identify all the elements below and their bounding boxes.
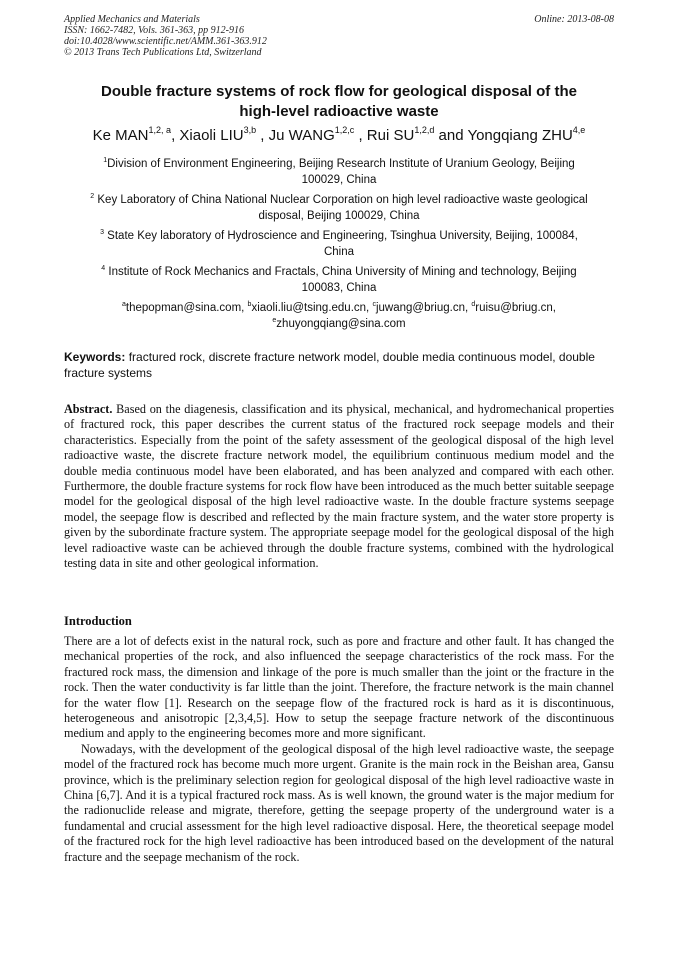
affiliation-line: disposal, Beijing 100029, China xyxy=(258,209,420,222)
email-link[interactable]: zhuyongqiang@sina.com xyxy=(276,317,406,330)
affiliation-line: 100083, China xyxy=(301,281,377,294)
affiliation-4 xyxy=(66,265,612,296)
affiliation-line: Key Laboratory of China National Nuclear Corporation on high level radioactive waste geological xyxy=(94,194,588,206)
email-mark: e xyxy=(272,316,277,324)
email-mark: a xyxy=(122,301,126,309)
affiliation-line: 100029, China xyxy=(301,173,377,186)
email-mark: d xyxy=(471,301,476,309)
author-emails xyxy=(70,301,608,332)
keywords xyxy=(64,350,616,381)
author-name: Xiaoli LIU xyxy=(179,127,244,144)
affiliation-line: China xyxy=(323,245,355,258)
title-line-1: Double fracture systems of rock flow for geological disposal of the xyxy=(101,83,577,100)
affiliation-line: Division of Environment Engineering, Beijing Research Institute of Uranium Geology, Beijing xyxy=(107,158,575,170)
issn-line: ISSN: 1662-7482, Vols. 361-363, pp 912-916 xyxy=(64,25,244,36)
author-affiliation-mark: 4,e xyxy=(572,125,586,135)
email-link[interactable]: thepopman@sina.com, xyxy=(125,302,248,314)
section-heading-introduction: Introduction xyxy=(64,614,132,628)
abstract-text: Based on the diagenesis, classification and its physical, mechanical, and hydromechanical properties of fractured rock, this paper describes the current status of the fractured rock seepage models and their characteristics. Especially from the point of the safety assessment of the geological disposal of the high level radioactive waste, the discrete fracture network model, the equilibrium continuous medium model and the double media continuous model have been elaborated, and has been analyzed and compared with each other. Furthermore, the double fracture systems for rock flow have been introduced as the much better suitable seepage model for the geological disposal of the high level radioactive waste. In the double fracture systems seepage model, the seepage flow is described and reflected by the main fracture system, and the water store property is given by the subordinate fracture system. The appropriate seepage model for the geological disposal of the high level radioactive waste can be achieved through the double fracture systems, combined with the hydrological testing data in site and other geological information. xyxy=(64,402,614,571)
abstract-label: Abstract. xyxy=(64,402,113,416)
author-separator: and xyxy=(434,127,468,144)
affiliation-3 xyxy=(66,229,612,260)
keywords-label: Keywords: xyxy=(64,350,126,364)
email-link[interactable]: juwang@briug.cn, xyxy=(375,302,472,314)
doi-line[interactable]: doi:10.4028/www.scientific.net/AMM.361-363.912 xyxy=(64,36,267,47)
title-line-2: high-level radioactive waste xyxy=(239,103,439,120)
author-affiliation-mark: 1,2, a xyxy=(148,125,172,135)
affiliation-number: 2 xyxy=(90,193,95,201)
paper-title xyxy=(70,82,608,122)
email-mark: c xyxy=(372,301,376,309)
affiliation-line: State Key laboratory of Hydroscience and Engineering, Tsinghua University, Beijing, 100084, xyxy=(103,230,578,242)
author-separator: , xyxy=(256,127,269,144)
email-link[interactable]: ruisu@briug.cn, xyxy=(475,302,556,314)
abstract xyxy=(64,402,614,571)
author-name: Ju WANG xyxy=(268,127,335,144)
journal-header xyxy=(64,14,614,58)
affiliation-line: Institute of Rock Mechanics and Fractals, China University of Mining and technology, Beijing xyxy=(105,266,577,278)
keywords-text: fractured rock, discrete fracture network model, double media continuous model, double fracture systems xyxy=(64,350,595,380)
affiliation-number: 1 xyxy=(103,157,108,165)
copyright-line: © 2013 Trans Tech Publications Ltd, Switzerland xyxy=(64,47,262,58)
author-affiliation-mark: 1,2,c xyxy=(334,125,355,135)
affiliation-number: 4 xyxy=(101,265,106,273)
email-mark: b xyxy=(247,301,252,309)
author-separator: , xyxy=(171,127,180,144)
author-affiliation-mark: 3,b xyxy=(243,125,257,135)
paragraph: Nowadays, with the development of the geological disposal of the high level radioactive waste, the seepage model of the fractured rock has become much more urgent. Granite is the main rock in the Beishan area, Gansu province, which is the preliminary selection region for geological disposal of the high level radioactive waste in China [6,7]. And it is a typical fractured rock mass. As is well known, the ground water is the major medium for the radionuclide release and migrate, therefore, getting the seepage property of the underground water is a fundamental and crucial assessment for the high level radioactive disposal. Here, the theoretical seepage model of the fractured rock for the high level radioactive has been introduced based on the development of the natural fracture and the seepage mechanism of the rock. xyxy=(64,741,614,864)
introduction-body xyxy=(64,634,614,865)
author-affiliation-mark: 1,2,d xyxy=(414,125,435,135)
author-list xyxy=(40,126,638,146)
author-name: Yongqiang ZHU xyxy=(467,127,573,144)
online-date: Online: 2013-08-08 xyxy=(534,14,614,25)
journal-name: Applied Mechanics and Materials xyxy=(64,14,200,25)
author-name: Rui SU xyxy=(366,127,415,144)
affiliation-1 xyxy=(66,157,612,188)
affiliation-2 xyxy=(66,193,612,224)
author-separator: , xyxy=(354,127,367,144)
paragraph: There are a lot of defects exist in the natural rock, such as pore and fracture and other fault. It has changed the mechanical properties of the rock, and also influenced the seepage characteristics of the rock mass. For the fractured rock mass, the dimension and linkage of the pore is much smaller than the joint or the fracture in the rock. Then the water conductivity is far little than the joint. Therefore, the fracture network is the main channel for the water flow [1]. Research on the seepage flow of the fractured rock is hard as it is discontinuous, heterogeneous and anisotropic [2,3,4,5]. How to setup the seepage fracture network of the discontinuous medium and apply to the engineering becomes more and more significant. xyxy=(64,634,614,741)
affiliation-number: 3 xyxy=(100,229,104,237)
author-name: Ke MAN xyxy=(92,127,149,144)
email-link[interactable]: xiaoli.liu@tsing.edu.cn, xyxy=(251,302,373,314)
